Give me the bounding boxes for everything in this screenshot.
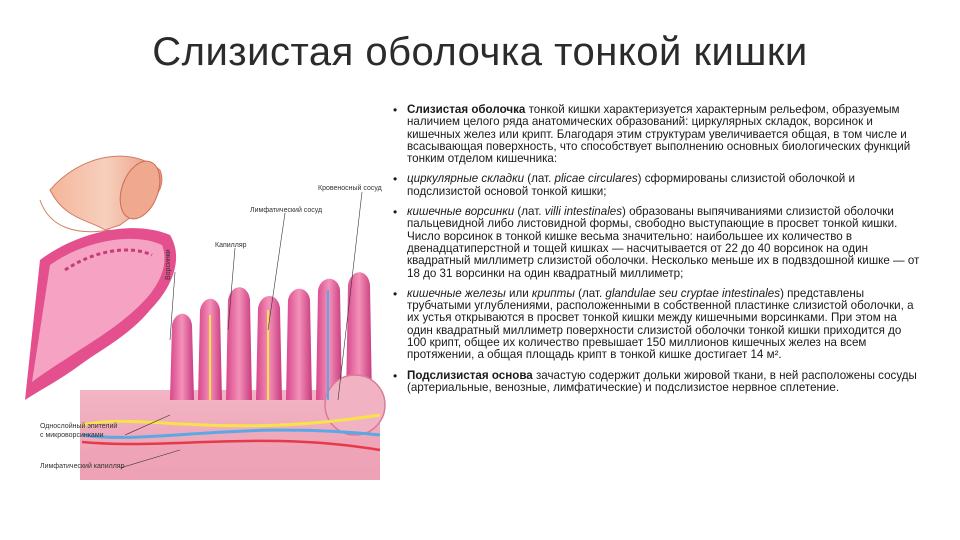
bullet-text: зачастую содержит дольки жировой ткани, в ней расположены сосуды (артериальные, венозные, лимфатические) и подслизистое нервное сплетение. — [407, 368, 917, 394]
bullet-villi — [391, 206, 921, 280]
bullet-text: ) сформированы слизистой оболочкой и подслизистой основой тонкой кишки; — [407, 172, 855, 198]
slide-title: Слизистая оболочка тонкой кишки — [152, 30, 808, 74]
bullet-text: или — [505, 286, 532, 300]
label-epithelium-line2: с микроворсинками — [40, 432, 104, 439]
bullet-text: (лат. — [524, 172, 555, 186]
lymphoid-nodule — [325, 375, 385, 435]
term-circular-folds: циркулярные складки — [407, 172, 525, 186]
latin-term: plicae circulares — [554, 172, 638, 186]
bullet-submucosa — [391, 370, 921, 395]
bullet-list — [391, 104, 921, 402]
illustration-svg — [20, 150, 392, 495]
intestine-mucosa-illustration — [20, 150, 392, 495]
label-epithelium-line1: Однослойный эпителий — [40, 423, 118, 430]
bullet-text: тонкой кишки характеризуется характерным рельефом, образуемым наличием целого ряда анатомических образований: циркулярных складок, ворсинок и кишечных желез или крипт. Благодаря этим структурам увеличивается общая, в том числе и всасывающая поверхность, что способствует выполнению основных биологических функций тонким отделом кишечника: — [407, 103, 911, 166]
term-glands: кишечные железы — [407, 286, 506, 300]
latin-term: villi intestinales — [544, 205, 623, 219]
label-capillary: Капилляр — [215, 242, 247, 249]
label-lymph-capillary: Лимфатический капилляр — [40, 463, 125, 470]
term-crypts: крипты — [531, 286, 575, 300]
circular-fold — [25, 228, 176, 400]
label-villi: Ворсинки — [165, 249, 172, 280]
bullet-text: (лат. — [574, 286, 606, 300]
bullet-circular-folds — [391, 173, 921, 198]
bullet-glands — [391, 288, 921, 362]
bullet-text: ) образованы выпячиваниями слизистой оболочки пальцевидной либо листовидной формы, свободно выступающие в просвет тонкой кишки. Число ворсинок в тонкой кишке весьма значительно: наибольшее их количество в двенадцатиперстной и тощей кишках — насчитывается от 22 до 40 ворсинок на один квадратный миллиметр слизистой оболочки. Несколько меньше их в подвздошной кишке — от 18 до 31 ворсинки на один квадратный миллиметр; — [407, 205, 920, 280]
label-lymph-vessel: Лимфатический сосуд — [250, 207, 323, 214]
label-blood-vessel: Кровеносный сосуд — [318, 185, 382, 192]
intestine-tube — [40, 156, 167, 232]
latin-term: glandulae seu cryptae intestinales — [605, 286, 781, 300]
term-villi: кишечные ворсинки — [407, 205, 515, 219]
bullet-mucosa — [391, 104, 921, 165]
term-submucosa: Подслизистая основа — [407, 368, 533, 382]
bullet-text: ) представлены трубчатыми углублениями, расположенными в собственной пластинке слизистой оболочки, а их устья открываются в просвет тонкой кишки между кишечными ворсинками. При этом на один квадратный миллиметр поверхности слизистой оболочки тонкой кишки приходится до 100 крипт, общее их количество превышает 150 миллионов кишечных желез на всем протяжении, а общая площадь крипт в тонкой кишке достигает 14 м². — [407, 286, 914, 362]
bullet-text: (лат. — [514, 205, 545, 219]
term-mucosa: Слизистая оболочка — [407, 103, 526, 116]
